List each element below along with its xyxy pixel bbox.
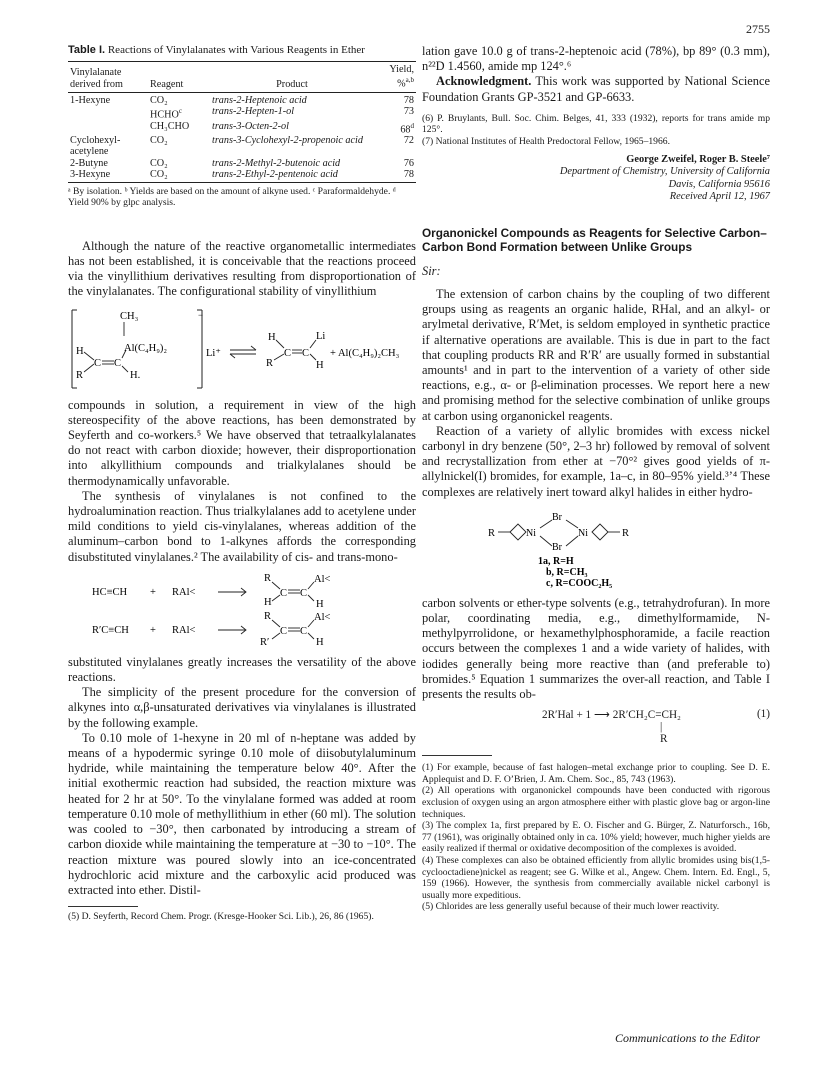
affiliation-line-2: Davis, California 95616: [668, 178, 770, 190]
right-footnote-5: (5) Chlorides are less generally useful because of their much lower reactivity.: [422, 901, 720, 913]
svg-text:RAl<: RAl<: [172, 586, 196, 598]
acknowledgment-label: Acknowledgment.: [436, 74, 532, 89]
structure-br-top: Br: [552, 511, 562, 523]
scheme2-acetylene: HC≡CH: [92, 586, 128, 598]
reactions-table: [68, 61, 416, 183]
left-paragraph-4: substituted vinylalanes greatly increases the versatility of the above reactions.: [68, 654, 416, 685]
table-row: 2-Butyne CO₂ trans-2-Methyl-2-butenoic acid 76: [70, 157, 414, 169]
scheme-al-group: Al(C₄H₉)₂: [124, 342, 168, 354]
received-date: Received April 12, 1967: [669, 191, 770, 203]
table-header-yield: Yield, %$^{a,b}$: [374, 62, 416, 93]
svg-text:C: C: [280, 587, 288, 599]
structure-label-1a: 1a, R=H: [538, 555, 574, 567]
svg-text:Al<: Al<: [314, 573, 331, 585]
article-title: Organonickel Compounds as Reagents for Selective Carbon–Carbon Bond Formation between Unlike Groups: [422, 225, 767, 254]
acknowledgment-text: This work was supported by National Science Foundation Grants GP-3521 and GP-6633.: [422, 74, 770, 104]
structure-r-right: R: [622, 527, 630, 539]
author-names: George Zweifel, Roger B. Steele⁷: [626, 153, 770, 165]
left-paragraph-2: compounds in solution, a requirement in view of the high stereospecifity of the above reactions, has been demonstrated by Seyferth and co-workers.⁵ We have observed that tetraalkylalanates do not react with carbon dioxide; however, their disproportionation into alkyllithium compounds and trialkylalanes should be thermodynamically unfavorable.: [68, 397, 416, 488]
scheme-li-plus: Li⁺: [206, 347, 221, 359]
svg-text:H: H: [316, 598, 324, 610]
svg-text:C: C: [300, 587, 308, 599]
left-column: [68, 44, 416, 923]
structure-label-b: b, R=CH₃: [546, 566, 588, 578]
scheme-li: Li: [316, 330, 326, 342]
left-paragraph-1: Although the nature of the reactive organometallic intermediates has not been established, it is conceivable that the reactions proceed via the vinyllithium derivatives resulting from disproportionation of the vinylalanates. The configurational stability of vinyllithium: [68, 238, 416, 299]
footnote-rule: [68, 906, 138, 907]
running-footer: Communications to the Editor: [615, 1031, 760, 1045]
right-paragraph-3: carbon solvents or ether-type solvents (e.g., tetrahydrofuran). In more polar, coordinating media, e.g., dimethylformamide, N-methylpyrrolidone, or hexamethylphosphoramide, a facile reaction occurs between the complexes 1 and a wide variety of halides, with iodides generally being more reactive than (and preferable to) bromides.⁵ Equation 1 summarizes the over-all reaction, and Table I presents the results ob-: [422, 595, 770, 702]
right-paragraph-1: The extension of carbon chains by the coupling of two different groups using as reagents an organic halide, RHal, and an alkyl- or arylmetal derivative, R′Met, is seldom employed in synthetic practice if alternative operations are available. This is due in part to the fact that coupling products RR and R′R′ are usually formed in substantial amounts¹ and in part to the intervention of a variety of other side reactions, e.g., α- or β-elimination processes. We report here a new and promising method for the selective combination of unlike groups at carbon using organonickel reagents.: [422, 286, 770, 423]
table-row: Cyclohexyl-acetylene CO₂ trans-3-Cyclohexyl-2-propenoic acid 72: [70, 135, 414, 158]
svg-text:RAl<: RAl<: [172, 624, 196, 636]
table-header-product: Product: [210, 62, 374, 93]
left-paragraph-3: The synthesis of vinylalanes is not confined to the hydroalumination reaction. Thus trialkylalanes add to acetylene under mild conditions to yield cis-vinylalanes, whereas addition of the aluminum–carbon bond to 1-alkynes affords the corresponding disubstituted vinylalanes.² The availability of cis- and trans-mono-: [68, 488, 416, 564]
table-caption-label: Table I.: [68, 44, 106, 56]
table-row: HCHO$^c$ trans-2-Hepten-1-ol 73: [150, 106, 414, 121]
svg-text:R: R: [264, 610, 272, 622]
svg-text:C: C: [302, 347, 310, 359]
scheme-r-left: R: [76, 369, 84, 381]
right-paragraph-2: Reaction of a variety of allylic bromides with excess nickel carbonyl in dry benzene (50°, 2–3 hr) followed by removal of solvent and recrystallization from ether at −70°² gives good yields of π-allylnickel(I) bromides, for example, 1a–c, in 80–95% yield.³ʼ⁴ These complexes are relatively inert toward alkyl halides in either hydro-: [422, 423, 770, 499]
right-footnote-6: (6) P. Bruylants, Bull. Soc. Chim. Belges, 41, 333 (1932), reports for trans amide mp 125°.: [422, 112, 770, 136]
table-row: 3-Hexyne CO₂ trans-2-Ethyl-2-pentenoic acid 78: [68, 169, 416, 183]
page-number: 2755: [746, 22, 770, 36]
scheme-h-lower: H: [316, 359, 324, 371]
svg-text:+: +: [150, 586, 156, 598]
svg-text:C: C: [284, 347, 292, 359]
table-notes: ᵃ By isolation. ᵇ Yields are based on the amount of alkyne used. ᶜ Paraformaldehyde. ᵈ Yield 90% by glpc analysis.: [68, 186, 396, 209]
right-footnote-1: (1) For example, because of fast halogen–metal exchange prior to coupling. See D. E. Applequist and D. F. O’Brien, J. Am. Chem. Soc., 85, 743 (1963).: [422, 762, 770, 785]
scheme-plus-right: + Al(C₄H₉)₂CH₃: [330, 347, 400, 359]
right-column: [422, 44, 770, 913]
table-caption: [68, 44, 416, 57]
svg-text:C: C: [94, 357, 102, 369]
authors-block: [422, 154, 770, 204]
table-header-from: Vinylalanate derived from: [68, 62, 148, 93]
scheme-h-left: H: [76, 345, 84, 357]
vinylalanate-equilibrium-scheme: [68, 306, 416, 392]
left-footnote-5: (5) D. Seyferth, Record Chem. Progr. (Kresge-Hooker Sci. Lib.), 26, 86 (1965).: [68, 911, 374, 923]
scheme-h-dot: H.: [130, 369, 141, 381]
svg-text:Al<: Al<: [314, 611, 331, 623]
table-caption-text: Reactions of Vinylalanates with Various Reagents in Ether: [107, 44, 365, 56]
structure-label-c: c, R=COOC₂H₅: [546, 577, 613, 589]
table-row: 1-Hexyne CO₂ trans-2-Heptenoic acid 78: [70, 94, 414, 106]
left-paragraph-5: The simplicity of the present procedure for the conversion of alkynes into α,β-unsaturated derivatives via vinylalanes is illustrated by the following example.: [68, 685, 416, 730]
right-footnote-7: (7) National Institutes of Health Predoctoral Fellow, 1965–1966.: [422, 136, 670, 147]
affiliation-line-1: Department of Chemistry, University of California: [559, 166, 770, 178]
svg-text:Ni: Ni: [526, 527, 536, 539]
svg-text:+: +: [150, 624, 156, 636]
structure-r-left: R: [488, 527, 496, 539]
scheme-h-right: H: [268, 331, 276, 343]
allylnickel-bromide-structure: [422, 506, 770, 590]
scheme2-alkyne: R′C≡CH: [92, 624, 129, 636]
svg-text:H: H: [316, 636, 324, 648]
equation-text: 2R′Hal + 1 ⟶ 2R′CH₂C=CH₂: [542, 709, 681, 722]
svg-text:C: C: [280, 625, 288, 637]
right-footnote-2: (2) All operations with organonickel compounds have been conducted with rigorous exclusion of oxygen using an argon atmosphere either with plastic glove bag or argon-line techniques.: [422, 785, 770, 820]
equation-1: [422, 708, 770, 721]
scheme-r-right: R: [266, 357, 274, 369]
svg-text:R: R: [264, 572, 272, 584]
left-paragraph-6: To 0.10 mole of 1-hexyne in 20 ml of n-heptane was added by means of a hypodermic syringe 0.10 mole of diisobutylaluminum hydride, while maintaining the temperature below 40°. After the initial exothermic reaction had subsided, the reaction mixture was heated for 2 hr at 50°. To the vinylalane formed was added at room temperature 0.10 mole of methyllithium in ether (60 ml). The solution was cooled to −30°, then carbonated by introducing a stream of carbon dioxide while maintaining the temperature at −30 to −10°. The reaction mixture was poured slowly into an ice-concentrated hydrochloric acid mixture and the carboxylic acid produced was extracted into ether. Distil-: [68, 730, 416, 897]
salutation: Sir:: [422, 263, 441, 278]
table-header-reagent: Reagent: [148, 62, 210, 93]
scheme-ch3: CH₃: [120, 310, 139, 322]
svg-text:C: C: [114, 357, 122, 369]
svg-text:H: H: [264, 596, 272, 608]
svg-text:Ni: Ni: [578, 527, 588, 539]
svg-text:C: C: [300, 625, 308, 637]
structure-br-bottom: Br: [552, 541, 562, 553]
vinylalane-addition-scheme: [68, 571, 416, 649]
equation-substituent: | R: [660, 721, 668, 746]
svg-text:−: −: [198, 309, 204, 320]
table-row: CH₃CHO trans-3-Octen-2-ol 68$^d$: [150, 120, 414, 135]
right-footnote-3: (3) The complex 1a, first prepared by E. O. Fischer and G. Bürger, Z. Naturforsch., 16b, 77 (1961), was originally obtained only in ca. 10% yield; however, much higher yields are easily realized if thermal or oxidative decomposition of the complexes is avoided.: [422, 820, 770, 855]
right-paragraph-continued: lation gave 10.0 g of trans-2-heptenoic acid (78%), bp 89° (0.3 mm), n²²D 1.4560, amide mp 124°.⁶: [422, 44, 770, 74]
right-footnote-4: (4) These complexes can also be obtained efficiently from allylic bromides using bis(1,5-cyclooctadiene)nickel as reagent; see G. Wilke et al., Angew. Chem. Intern. Ed. Engl., 5, 159 (1966). However, the synthesis from commercially available nickel carbonyl is usually more expeditious.: [422, 854, 770, 901]
acknowledgment: [422, 74, 770, 104]
equation-number: (1): [756, 708, 770, 721]
right-footnote-rule: [422, 755, 492, 756]
svg-text:R′: R′: [260, 636, 270, 648]
